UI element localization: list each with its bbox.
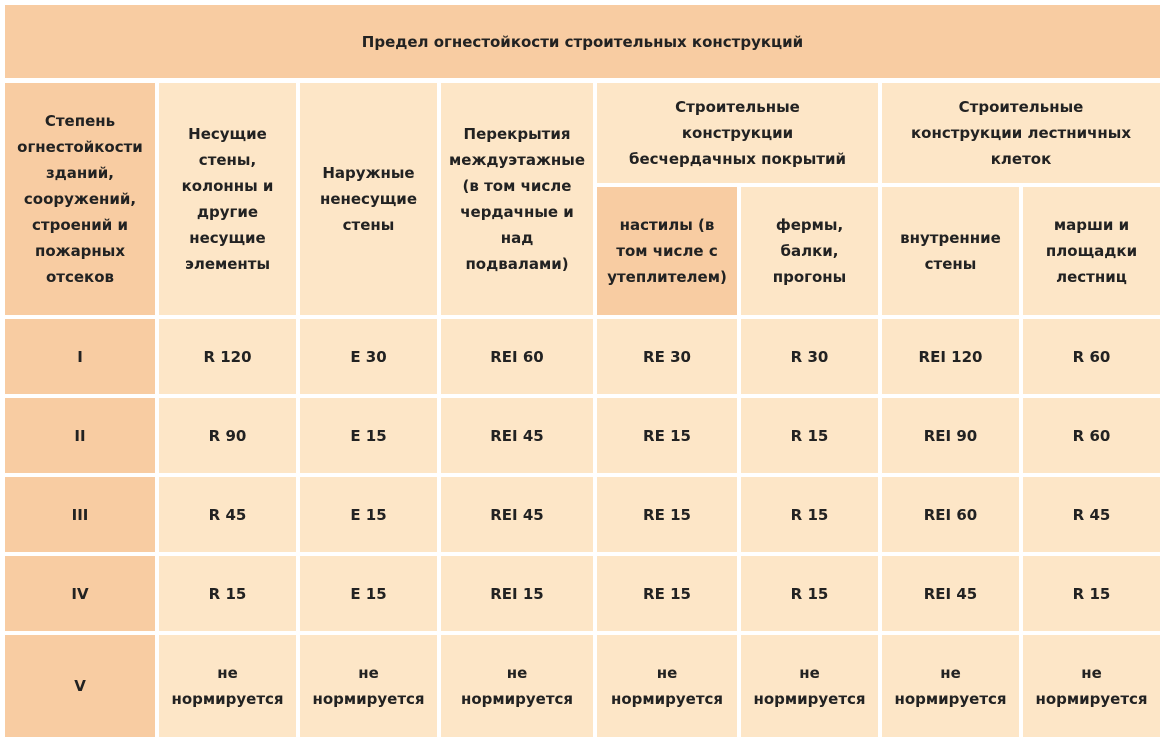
table-cell: E 15: [300, 477, 437, 552]
header-roofless-group: Строительные конструкции бесчердачных покрытий: [597, 83, 878, 183]
table-cell: R 45: [159, 477, 296, 552]
row-degree-cell: III: [5, 477, 155, 552]
table-cell: не нормируется: [741, 635, 878, 737]
table-cell: R 15: [1023, 556, 1160, 631]
table-cell: не нормируется: [597, 635, 737, 737]
row-degree-cell: IV: [5, 556, 155, 631]
table-cell: REI 45: [882, 556, 1019, 631]
table-cell: E 15: [300, 398, 437, 473]
table-cell: REI 15: [441, 556, 593, 631]
header-inner-walls: внутренние стены: [882, 187, 1019, 315]
table-cell: R 15: [159, 556, 296, 631]
header-stairs: марши и площадки лестниц: [1023, 187, 1160, 315]
table-cell: REI 60: [882, 477, 1019, 552]
table-cell: R 30: [741, 319, 878, 394]
table-cell: не нормируется: [882, 635, 1019, 737]
header-load-bearing: Несущие стены, колонны и другие несущие элементы: [159, 83, 296, 315]
table-cell: RE 30: [597, 319, 737, 394]
table-cell: не нормируется: [1023, 635, 1160, 737]
table-cell: R 60: [1023, 319, 1160, 394]
header-trusses: фермы, балки, прогоны: [741, 187, 878, 315]
table-cell: REI 45: [441, 477, 593, 552]
table-cell: REI 120: [882, 319, 1019, 394]
table-cell: R 15: [741, 556, 878, 631]
table-title: Предел огнестойкости строительных конструкций: [5, 5, 1160, 78]
header-degree: Степень огнестойкости зданий, сооружений, строений и пожарных отсеков: [5, 83, 155, 315]
table-cell: RE 15: [597, 556, 737, 631]
table-cell: E 30: [300, 319, 437, 394]
table-cell: R 60: [1023, 398, 1160, 473]
table-cell: R 120: [159, 319, 296, 394]
row-degree-cell: I: [5, 319, 155, 394]
table-cell: R 15: [741, 477, 878, 552]
table-cell: R 45: [1023, 477, 1160, 552]
header-stair-group: Строительные конструкции лестничных клеток: [882, 83, 1160, 183]
table-cell: RE 15: [597, 477, 737, 552]
table-cell: не нормируется: [300, 635, 437, 737]
table-cell: R 15: [741, 398, 878, 473]
header-decking: настилы (в том числе с утеплителем): [597, 187, 737, 315]
row-degree-cell: II: [5, 398, 155, 473]
table-cell: REI 90: [882, 398, 1019, 473]
table-cell: RE 15: [597, 398, 737, 473]
header-floors: Перекрытия междуэтажные (в том числе чердачные и над подвалами): [441, 83, 593, 315]
table-cell: REI 45: [441, 398, 593, 473]
table-cell: не нормируется: [159, 635, 296, 737]
table-cell: REI 60: [441, 319, 593, 394]
header-outer-walls: Наружные ненесущие стены: [300, 83, 437, 315]
table-cell: E 15: [300, 556, 437, 631]
table-cell: R 90: [159, 398, 296, 473]
table-cell: не нормируется: [441, 635, 593, 737]
row-degree-cell: V: [5, 635, 155, 737]
